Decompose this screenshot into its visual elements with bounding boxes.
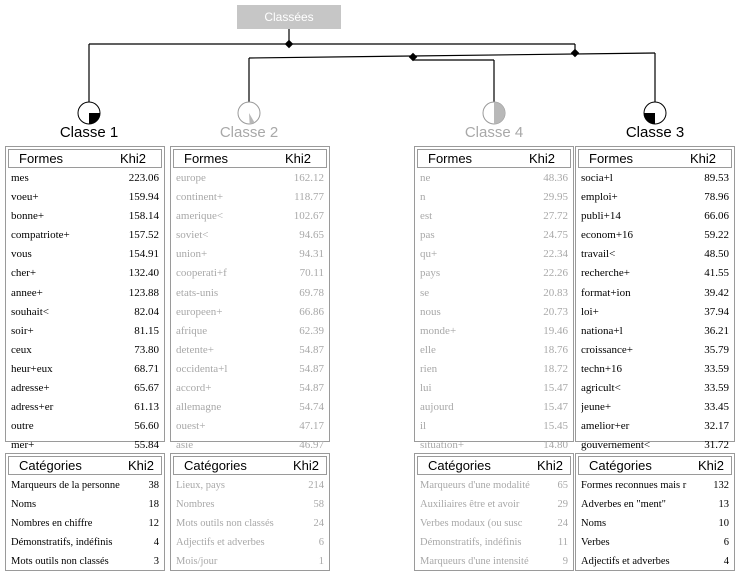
categorie-text: Verbes modaux (ou susc (420, 518, 523, 529)
forme-text: est (420, 210, 433, 223)
forme-text: compatriote+ (11, 229, 70, 242)
forme-text: asie (176, 439, 194, 452)
table-row[interactable] (576, 188, 734, 207)
khi2-value: 157.52 (128, 229, 159, 242)
khi2-value: 66.86 (299, 305, 324, 318)
categorie-text: Démonstratifs, indéfinis (11, 537, 113, 548)
khi2-value: 54.87 (299, 362, 324, 375)
table-row[interactable] (6, 245, 164, 264)
list-item[interactable] (171, 476, 329, 495)
table-row[interactable] (171, 264, 329, 283)
categories-panel-1[interactable] (5, 453, 165, 571)
khi2-value: 223.06 (128, 172, 159, 184)
khi2-value: 24.75 (543, 229, 568, 242)
forme-text: ne (420, 172, 431, 184)
table-row[interactable] (6, 398, 164, 417)
khi2-value: 65 (557, 480, 568, 491)
forme-text: accord+ (176, 382, 212, 395)
forme-text: mer+ (11, 439, 35, 452)
list-item[interactable] (415, 552, 573, 571)
list-item[interactable] (415, 476, 573, 495)
table-row[interactable] (415, 322, 573, 341)
table-row[interactable] (415, 169, 573, 188)
class3-pie-icon (644, 102, 666, 124)
khi2-value: 54.87 (299, 343, 324, 356)
forme-text: etats-unis (176, 286, 219, 299)
khi2-value: 6 (318, 537, 324, 548)
list-item[interactable] (6, 476, 164, 495)
khi2-value: 13 (718, 499, 729, 510)
categorie-text: Lieux, pays (176, 480, 225, 491)
khi2-col-header[interactable]: Khi2 (697, 458, 725, 473)
forme-text: heur+eux (11, 362, 53, 375)
list-item[interactable] (576, 552, 734, 571)
forme-text: souhait< (11, 305, 49, 318)
khi2-value: 39.42 (704, 286, 729, 299)
khi2-value: 68.71 (134, 362, 159, 375)
forme-text: europe (176, 172, 206, 184)
table-row[interactable] (576, 379, 734, 398)
forme-text: qu+ (420, 248, 438, 261)
khi2-value: 158.14 (128, 210, 159, 223)
khi2-value: 27.72 (543, 210, 568, 223)
categories-col-header[interactable]: Catégories (184, 458, 247, 473)
forme-text: outre (11, 420, 34, 433)
table-row[interactable] (415, 360, 573, 379)
class4-pie-icon (483, 102, 505, 124)
table-row[interactable] (415, 245, 573, 264)
table-row[interactable] (6, 226, 164, 245)
class2-title: Classe 2 (219, 124, 279, 141)
khi2-value: 159.94 (128, 191, 159, 204)
khi2-value: 20.73 (543, 305, 568, 318)
khi2-value: 81.15 (134, 324, 159, 337)
list-item[interactable] (576, 514, 734, 533)
khi2-value: 56.60 (134, 420, 159, 433)
list-item[interactable] (171, 495, 329, 514)
khi2-value: 12 (148, 518, 159, 529)
table-row[interactable] (171, 322, 329, 341)
list-item[interactable] (576, 495, 734, 514)
table-row[interactable] (171, 379, 329, 398)
categorie-text: Adverbes en "ment" (581, 499, 666, 510)
forme-text: monde+ (420, 324, 457, 337)
table-row[interactable] (415, 341, 573, 360)
formes-header[interactable] (173, 149, 327, 168)
khi2-value: 54.87 (299, 382, 324, 395)
table-row[interactable] (415, 417, 573, 436)
forme-text: detente+ (176, 343, 214, 356)
forme-text: travail< (581, 248, 616, 261)
forme-text: publi+14 (581, 210, 621, 223)
khi2-value: 118.77 (294, 191, 324, 204)
table-row[interactable] (6, 379, 164, 398)
forme-text: soir+ (11, 324, 34, 337)
list-item[interactable] (171, 533, 329, 552)
forme-text: pays (420, 267, 441, 280)
list-item[interactable] (6, 495, 164, 514)
categories-col-header[interactable]: Catégories (19, 458, 82, 473)
forme-text: europeen+ (176, 305, 223, 318)
khi2-value: 18 (148, 499, 159, 510)
khi2-col-header[interactable]: Khi2 (536, 458, 564, 473)
khi2-value: 33.59 (704, 362, 729, 375)
formes-col-header[interactable]: Formes (19, 151, 64, 166)
table-row[interactable] (6, 169, 164, 188)
khi2-value: 73.80 (134, 343, 159, 356)
categorie-text: Adjectifs et adverbes (581, 556, 670, 567)
forme-text: croissance+ (581, 343, 634, 356)
table-row[interactable] (171, 417, 329, 436)
khi2-value: 132.40 (128, 267, 159, 280)
formes-header[interactable] (578, 149, 732, 168)
forme-text: ceux (11, 343, 32, 356)
list-item[interactable] (171, 552, 329, 571)
forme-text: recherche+ (581, 267, 630, 280)
list-item[interactable] (6, 533, 164, 552)
categorie-text: Noms (11, 499, 37, 510)
categories-panel-2[interactable] (170, 453, 330, 571)
khi2-col-header[interactable]: Khi2 (689, 151, 717, 166)
table-row[interactable] (171, 207, 329, 226)
khi2-value: 18.72 (543, 362, 568, 375)
khi2-value: 11 (557, 537, 568, 548)
table-row[interactable] (171, 398, 329, 417)
khi2-value: 58 (313, 499, 324, 510)
khi2-value: 29 (557, 499, 568, 510)
forme-text: rien (420, 362, 438, 375)
khi2-value: 59.22 (704, 229, 729, 242)
formes-panel-2[interactable] (170, 146, 330, 452)
table-row[interactable] (171, 188, 329, 207)
khi2-value: 24 (557, 518, 568, 529)
table-row[interactable] (6, 417, 164, 436)
forme-text: nationa+l (581, 324, 623, 337)
forme-text: cher+ (11, 267, 37, 280)
khi2-col-header[interactable]: Khi2 (292, 458, 320, 473)
categorie-text: Marqueurs d'une modalité (420, 480, 530, 491)
khi2-value: 214 (308, 480, 324, 491)
forme-text: amerique< (176, 210, 224, 223)
forme-text: union+ (176, 248, 208, 261)
list-item[interactable] (6, 514, 164, 533)
list-item[interactable] (415, 533, 573, 552)
table-row[interactable] (415, 226, 573, 245)
table-row[interactable] (6, 264, 164, 283)
table-row[interactable] (171, 226, 329, 245)
khi2-value: 33.59 (704, 382, 729, 395)
forme-text: agricult< (581, 382, 621, 395)
khi2-value: 132 (713, 480, 729, 491)
khi2-value: 123.88 (128, 286, 159, 299)
forme-text: econom+16 (581, 229, 634, 242)
table-row[interactable] (6, 207, 164, 226)
table-row[interactable] (171, 303, 329, 322)
table-row[interactable] (415, 398, 573, 417)
forme-text: pas (420, 229, 435, 242)
khi2-col-header[interactable]: Khi2 (127, 458, 155, 473)
forme-text: bonne+ (11, 210, 45, 223)
table-row[interactable] (576, 398, 734, 417)
forme-text: lui (420, 382, 432, 395)
khi2-value: 18.76 (543, 343, 568, 356)
formes-col-header[interactable]: Formes (184, 151, 229, 166)
forme-text: soviet< (176, 229, 209, 242)
table-row[interactable] (415, 379, 573, 398)
categorie-text: Auxiliaires être et avoir (420, 499, 520, 510)
forme-text: nous (420, 305, 441, 318)
forme-text: adresse+ (11, 382, 50, 395)
formes-col-header[interactable]: Formes (589, 151, 634, 166)
khi2-value: 35.79 (704, 343, 729, 356)
khi2-value: 62.39 (299, 324, 324, 337)
table-row[interactable] (576, 284, 734, 303)
table-row[interactable] (171, 360, 329, 379)
khi2-value: 102.67 (293, 210, 324, 223)
khi2-value: 10 (718, 518, 729, 529)
forme-text: annee+ (11, 286, 43, 299)
khi2-value: 24 (313, 518, 324, 529)
khi2-value: 29.95 (543, 191, 568, 204)
khi2-value: 94.31 (299, 248, 324, 261)
forme-text: il (420, 420, 427, 433)
class1-title: Classe 1 (59, 124, 119, 141)
table-row[interactable] (576, 264, 734, 283)
forme-text: elle (420, 343, 436, 356)
khi2-value: 4 (723, 556, 729, 567)
khi2-value: 55.84 (134, 439, 159, 452)
khi2-value: 154.91 (128, 248, 159, 261)
forme-text: mes (11, 172, 29, 184)
khi2-value: 22.26 (543, 267, 568, 280)
forme-text: se (420, 286, 430, 299)
table-row[interactable] (6, 188, 164, 207)
khi2-value: 20.83 (543, 286, 568, 299)
khi2-value: 48.36 (543, 172, 568, 184)
khi2-value: 47.17 (299, 420, 324, 433)
class1-pie-icon (78, 102, 100, 124)
khi2-value: 48.50 (704, 248, 729, 261)
list-item[interactable] (415, 495, 573, 514)
list-item[interactable] (576, 533, 734, 552)
table-row[interactable] (576, 322, 734, 341)
categories-panel-4[interactable] (575, 453, 735, 571)
table-row[interactable] (171, 169, 329, 188)
khi2-value: 78.96 (704, 191, 729, 204)
khi2-value: 70.11 (299, 267, 324, 280)
khi2-value: 4 (153, 537, 159, 548)
forme-text: emploi+ (581, 191, 618, 204)
forme-text: amelior+er (581, 420, 630, 433)
khi2-value: 69.78 (299, 286, 324, 299)
formes-header[interactable] (8, 149, 162, 168)
khi2-value: 61.13 (134, 401, 159, 414)
list-item[interactable] (171, 514, 329, 533)
forme-text: allemagne (176, 401, 222, 414)
formes-header[interactable] (417, 149, 571, 168)
table-row[interactable] (6, 303, 164, 322)
forme-text: adress+er (11, 401, 54, 414)
khi2-value: 15.47 (543, 401, 568, 414)
forme-text: vous (11, 248, 32, 261)
categorie-text: Verbes (581, 537, 610, 548)
class3-title: Classe 3 (625, 124, 685, 141)
list-item[interactable] (576, 476, 734, 495)
table-row[interactable] (415, 284, 573, 303)
categorie-text: Mois/jour (176, 556, 218, 567)
class2-pie-icon (238, 102, 260, 125)
khi2-value: 15.45 (543, 420, 568, 433)
forme-text: continent+ (176, 191, 224, 204)
khi2-value: 22.34 (543, 248, 568, 261)
khi2-value: 66.06 (704, 210, 729, 223)
khi2-value: 15.47 (543, 382, 568, 395)
khi2-value: 89.53 (704, 172, 729, 184)
categorie-text: Nombres en chiffre (11, 518, 93, 529)
table-row[interactable] (171, 284, 329, 303)
categories-header[interactable] (417, 456, 571, 475)
khi2-value: 46.97 (299, 439, 324, 452)
forme-text: ouest+ (176, 420, 206, 433)
forme-text: socia+l (581, 172, 613, 184)
forme-text: n (420, 191, 426, 204)
khi2-value: 41.55 (704, 267, 729, 280)
forme-text: afrique (176, 324, 208, 337)
table-row[interactable] (171, 341, 329, 360)
list-item[interactable] (415, 514, 573, 533)
formes-panel-1[interactable] (5, 146, 165, 452)
categorie-text: Adjectifs et adverbes (176, 537, 265, 548)
categorie-text: Noms (581, 518, 607, 529)
khi2-value: 37.94 (704, 305, 729, 318)
khi2-value: 65.67 (134, 382, 159, 395)
categories-header[interactable] (173, 456, 327, 475)
khi2-value: 6 (723, 537, 729, 548)
categorie-text: Nombres (176, 499, 215, 510)
khi2-value: 162.12 (293, 172, 324, 184)
table-row[interactable] (415, 303, 573, 322)
table-row[interactable] (576, 169, 734, 188)
table-row[interactable] (415, 188, 573, 207)
table-row[interactable] (6, 341, 164, 360)
khi2-value: 3 (153, 556, 159, 567)
khi2-value: 31.72 (704, 439, 729, 452)
forme-text: jeune+ (581, 401, 612, 414)
table-row[interactable] (6, 284, 164, 303)
classees-button[interactable]: Classées (237, 5, 341, 29)
forme-text: voeu+ (11, 191, 39, 204)
khi2-col-header[interactable]: Khi2 (528, 151, 556, 166)
forme-text: gouvernement< (581, 439, 651, 452)
khi2-value: 1 (318, 556, 324, 567)
forme-text: loi+ (581, 305, 599, 318)
table-row[interactable] (576, 360, 734, 379)
table-row[interactable] (576, 303, 734, 322)
forme-text: techn+16 (581, 362, 623, 375)
table-row[interactable] (576, 341, 734, 360)
forme-text: format+ion (581, 286, 631, 299)
table-row[interactable] (171, 245, 329, 264)
categories-panel-3[interactable] (414, 453, 574, 571)
categories-col-header[interactable]: Catégories (428, 458, 491, 473)
khi2-value: 36.21 (704, 324, 729, 337)
categorie-text: Mots outils non classés (176, 518, 274, 529)
formes-panel-4[interactable] (575, 146, 735, 452)
table-row[interactable] (576, 226, 734, 245)
formes-col-header[interactable]: Formes (428, 151, 473, 166)
khi2-value: 14.80 (543, 439, 568, 452)
table-row[interactable] (415, 264, 573, 283)
table-row[interactable] (6, 322, 164, 341)
class4-title: Classe 4 (464, 124, 524, 141)
categorie-text: Démonstratifs, indéfinis (420, 537, 522, 548)
khi2-value: 19.46 (543, 324, 568, 337)
categories-col-header[interactable]: Catégories (589, 458, 652, 473)
forme-text: aujourd (420, 401, 454, 414)
categories-header[interactable] (578, 456, 732, 475)
formes-panel-3[interactable] (414, 146, 574, 452)
table-row[interactable] (576, 245, 734, 264)
categorie-text: Marqueurs de la personne (11, 480, 120, 491)
table-row[interactable] (576, 207, 734, 226)
forme-text: cooperati+f (176, 267, 227, 280)
khi2-col-header[interactable]: Khi2 (284, 151, 312, 166)
khi2-value: 32.17 (704, 420, 729, 433)
khi2-value: 33.45 (704, 401, 729, 414)
categorie-text: Marqueurs d'une intensité (420, 556, 529, 567)
khi2-col-header[interactable]: Khi2 (119, 151, 147, 166)
khi2-value: 82.04 (134, 305, 159, 318)
khi2-value: 38 (148, 480, 159, 491)
table-row[interactable] (576, 417, 734, 436)
categorie-text: Mots outils non classés (11, 556, 109, 567)
dendrogram (0, 0, 736, 140)
table-row[interactable] (415, 207, 573, 226)
categorie-text: Formes reconnues mais r (581, 480, 687, 491)
khi2-value: 54.74 (299, 401, 324, 414)
table-row[interactable] (6, 360, 164, 379)
khi2-value: 9 (562, 556, 568, 567)
list-item[interactable] (6, 552, 164, 571)
categories-header[interactable] (8, 456, 162, 475)
forme-text: occidenta+l (176, 362, 228, 375)
forme-text: situation+ (420, 439, 465, 452)
khi2-value: 94.65 (299, 229, 324, 242)
